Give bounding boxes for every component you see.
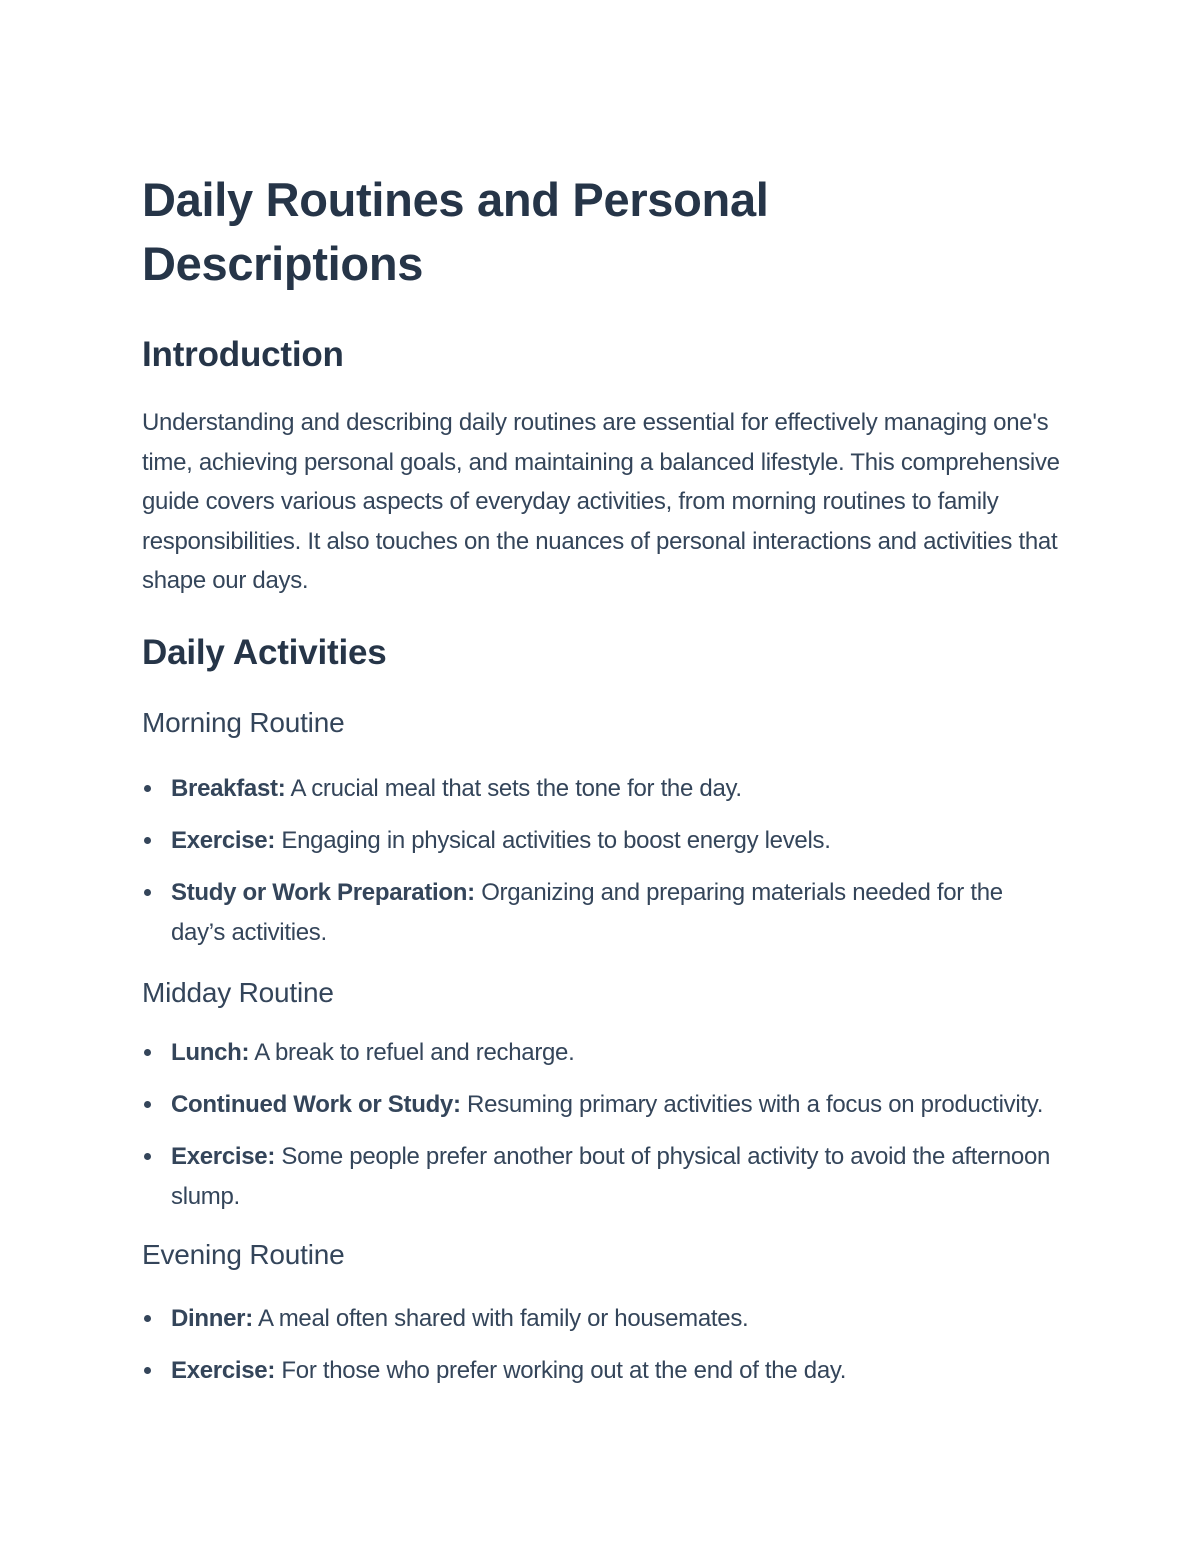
- evening-routine-list: [142, 1299, 1060, 1391]
- bullet-icon: [144, 1315, 151, 1322]
- item-text: For those who prefer working out at the end of the day.: [281, 1356, 847, 1384]
- daily-activities-heading: Daily Activities: [142, 632, 387, 672]
- item-term: Exercise:: [171, 826, 276, 854]
- bullet-icon: [144, 1049, 151, 1056]
- item-term: Exercise:: [171, 1356, 276, 1384]
- item-text: A crucial meal that sets the tone for the day.: [290, 774, 742, 802]
- item-text: Engaging in physical activities to boost energy levels.: [281, 826, 831, 854]
- midday-routine-heading: Midday Routine: [142, 976, 334, 1008]
- list-item: [142, 1085, 1060, 1125]
- bullet-icon: [144, 1101, 151, 1108]
- item-term: Exercise:: [171, 1142, 276, 1170]
- item-text: Resuming primary activities with a focus on productivity.: [467, 1090, 1044, 1118]
- item-text: Some people prefer another bout of physical activity to avoid the afternoon slump.: [171, 1142, 1051, 1210]
- item-term: Breakfast:: [171, 774, 286, 802]
- list-item: [142, 1033, 1060, 1073]
- item-term: Continued Work or Study:: [171, 1090, 461, 1118]
- morning-routine-heading: Morning Routine: [142, 706, 345, 738]
- list-item: [142, 821, 1060, 861]
- list-item: [142, 1137, 1060, 1217]
- item-text: A meal often shared with family or housemates.: [257, 1304, 749, 1332]
- document-title: Daily Routines and Personal Descriptions: [142, 173, 769, 290]
- morning-routine-list: [142, 769, 1060, 953]
- bullet-icon: [144, 889, 151, 896]
- item-term: Lunch:: [171, 1038, 250, 1066]
- bullet-icon: [144, 785, 151, 792]
- bullet-icon: [144, 1153, 151, 1160]
- introduction-paragraph: Understanding and describing daily routines are essential for effectively managing one's time, achieving personal goals, and maintaining a balanced lifestyle. This comprehensive guide covers various aspects of everyday activities, from morning routines to family responsibilities. It also touches on the nuances of personal interactions and activities that shape our days.: [142, 409, 1060, 594]
- bullet-icon: [144, 837, 151, 844]
- item-text: A break to refuel and recharge.: [254, 1038, 575, 1066]
- item-text: Organizing and preparing materials needed for the day’s activities.: [171, 878, 1003, 946]
- item-term: Study or Work Preparation:: [171, 878, 475, 906]
- midday-routine-list: [142, 1033, 1060, 1217]
- list-item: [142, 873, 1060, 953]
- list-item: [142, 1351, 1060, 1391]
- introduction-heading: Introduction: [142, 335, 344, 374]
- bullet-icon: [144, 1367, 151, 1374]
- item-term: Dinner:: [171, 1304, 253, 1332]
- evening-routine-heading: Evening Routine: [142, 1238, 345, 1270]
- list-item: [142, 1299, 1060, 1339]
- list-item: [142, 769, 1060, 809]
